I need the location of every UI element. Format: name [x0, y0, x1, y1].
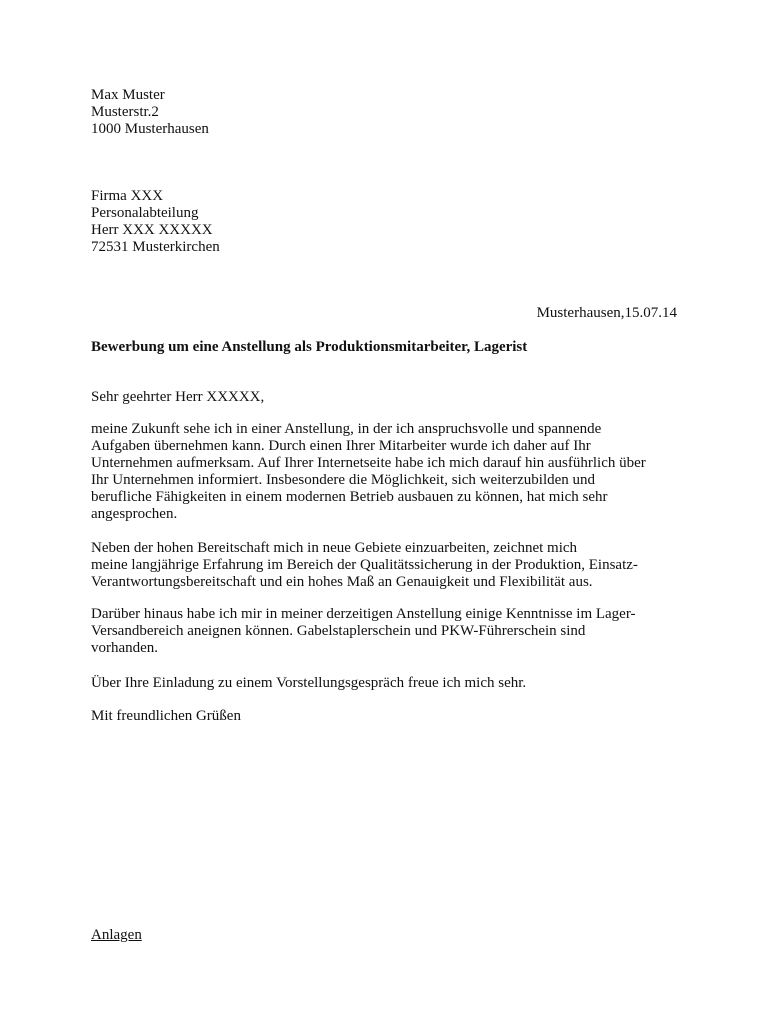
- paragraph-4: [91, 675, 691, 692]
- paragraph-line: vorhanden.: [91, 640, 159, 656]
- subject-line: Bewerbung um eine Anstellung als Produktionsmitarbeiter, Lagerist: [91, 339, 528, 355]
- recipient-city: 72531 Musterkirchen: [91, 239, 220, 255]
- closing-line: Mit freundlichen Grüßen: [91, 708, 241, 724]
- recipient-address: [91, 188, 691, 256]
- sender-city: 1000 Musterhausen: [91, 121, 209, 137]
- paragraph-line: Versandbereich aneignen können. Gabelstaplerschein und PKW-Führerschein sind: [91, 623, 586, 639]
- paragraph-line: Aufgaben übernehmen kann. Durch einen Ihrer Mitarbeiter wurde ich daher auf Ihr: [91, 438, 591, 454]
- paragraph-line: berufliche Fähigkeiten in einem modernen Betrieb ausbauen zu können, hat mich sehr: [91, 489, 608, 505]
- paragraph-1: [91, 421, 691, 523]
- date-line: Musterhausen,15.07.14: [536, 305, 677, 321]
- paragraph-line: Über Ihre Einladung zu einem Vorstellungsgespräch freue ich mich sehr.: [91, 675, 527, 691]
- paragraph-line: meine langjährige Erfahrung im Bereich der Qualitätssicherung in der Produktion, Einsatz-: [91, 557, 638, 573]
- paragraph-line: Verantwortungsbereitschaft und ein hohes Maß an Genauigkeit und Flexibilität aus.: [91, 574, 593, 590]
- recipient-contact: Herr XXX XXXXX: [91, 222, 213, 238]
- paragraph-3: [91, 606, 691, 657]
- paragraph-line: Neben der hohen Bereitschaft mich in neue Gebiete einzuarbeiten, zeichnet mich: [91, 540, 578, 556]
- salutation: Sehr geehrter Herr XXXXX,: [91, 389, 265, 405]
- sender-name: Max Muster: [91, 87, 165, 103]
- paragraph-line: Darüber hinaus habe ich mir in meiner derzeitigen Anstellung einige Kenntnisse im Lager-: [91, 606, 636, 622]
- recipient-department: Personalabteilung: [91, 205, 199, 221]
- paragraph-line: angesprochen.: [91, 506, 178, 522]
- paragraph-2: [91, 540, 691, 591]
- sender-street: Musterstr.2: [91, 104, 159, 120]
- recipient-company: Firma XXX: [91, 188, 164, 204]
- paragraph-line: meine Zukunft sehe ich in einer Anstellung, in der ich anspruchsvolle und spannende: [91, 421, 602, 437]
- paragraph-line: Unternehmen aufmerksam. Auf Ihrer Internetseite habe ich mich darauf hin ausführlich über: [91, 455, 646, 471]
- sender-address: [91, 87, 691, 138]
- paragraph-line: Ihr Unternehmen informiert. Insbesondere die Möglichkeit, sich weiterzubilden und: [91, 472, 596, 488]
- attachments-label: Anlagen: [91, 927, 142, 943]
